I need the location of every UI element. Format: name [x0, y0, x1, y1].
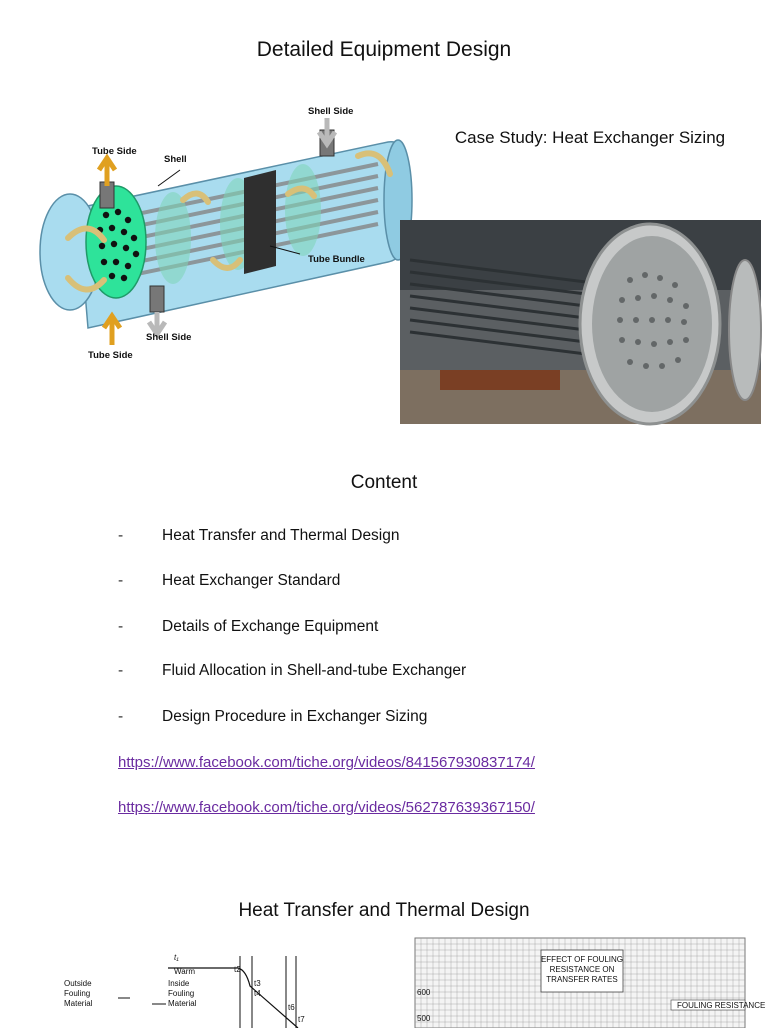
section-title: Heat Transfer and Thermal Design — [238, 900, 530, 921]
bullet-dash: - — [118, 618, 124, 635]
heat-exchanger-diagram — [8, 90, 434, 395]
label-t4: t4 — [254, 989, 261, 998]
shell-side-bottom-nozzle — [150, 286, 164, 312]
list-item — [118, 662, 466, 680]
label-t2: t2 — [234, 965, 241, 974]
video-link-1[interactable]: https://www.facebook.com/tiche.org/videos/841567930837174/ — [118, 754, 535, 771]
list-item-text: Details of Exchange Equipment — [162, 618, 379, 635]
case-study-title: Case Study: Heat Exchanger Sizing — [454, 128, 726, 147]
list-item-text: Heat Transfer and Thermal Design — [162, 527, 400, 544]
list-item — [118, 708, 427, 726]
chart-box-line-3: TRANSFER RATES — [546, 975, 618, 984]
list-item-text: Heat Exchanger Standard — [162, 572, 341, 589]
label-shell: Shell — [164, 154, 187, 165]
tube-side-in-arrow — [104, 316, 120, 345]
chart-box-line-1: EFFECT OF FOULING — [540, 955, 624, 964]
list-item — [118, 527, 400, 545]
label-inside: Inside — [168, 979, 190, 988]
label-t3: t3 — [254, 979, 261, 988]
video-link-2[interactable]: https://www.facebook.com/tiche.org/videos/562787639367150/ — [118, 799, 535, 816]
label-t6: t6 — [288, 1003, 295, 1012]
page-title: Detailed Equipment Design — [256, 38, 512, 61]
chart-y-tick-1: 600 — [417, 988, 431, 997]
list-item — [118, 572, 340, 590]
shell-band — [244, 170, 276, 274]
bullet-dash: - — [118, 572, 124, 589]
label-outside: Outside — [64, 979, 92, 988]
label-t1: t₁ — [174, 953, 179, 962]
bullet-dash: - — [118, 662, 124, 679]
label-material: Material — [64, 999, 93, 1008]
label-shell-side-top: Shell Side — [308, 106, 354, 117]
label-shell-side-bottom: Shell Side — [146, 332, 192, 343]
label-inside-fouling: Fouling — [168, 989, 195, 998]
shell-leader — [158, 170, 180, 186]
label-warm: Warm — [174, 967, 196, 976]
shell-side-out-arrow — [149, 312, 165, 334]
list-item-text: Design Procedure in Exchanger Sizing — [162, 708, 428, 725]
label-tube-side-bottom: Tube Side — [88, 350, 133, 361]
label-t7: t7 — [298, 1015, 305, 1024]
label-tube-side-top: Tube Side — [92, 146, 137, 157]
content-title: Content — [350, 472, 418, 493]
label-inside-material: Material — [168, 999, 197, 1008]
bullet-dash: - — [118, 708, 124, 725]
fouling-resistance-chart — [415, 938, 766, 1028]
temperature-profile-figure — [40, 948, 370, 1028]
list-item — [118, 618, 378, 636]
label-tube-bundle: Tube Bundle — [308, 254, 365, 265]
chart-legend: FOULING RESISTANCE — [677, 1001, 766, 1010]
chart-box-line-2: RESISTANCE ON — [549, 965, 615, 974]
tube-bundle-photo — [400, 220, 761, 424]
list-item-text: Fluid Allocation in Shell-and-tube Exchanger — [162, 662, 467, 679]
chart-y-tick-2: 500 — [417, 1014, 431, 1023]
label-fouling: Fouling — [64, 989, 91, 998]
temperature-curve — [168, 968, 298, 1028]
bullet-dash: - — [118, 527, 124, 544]
